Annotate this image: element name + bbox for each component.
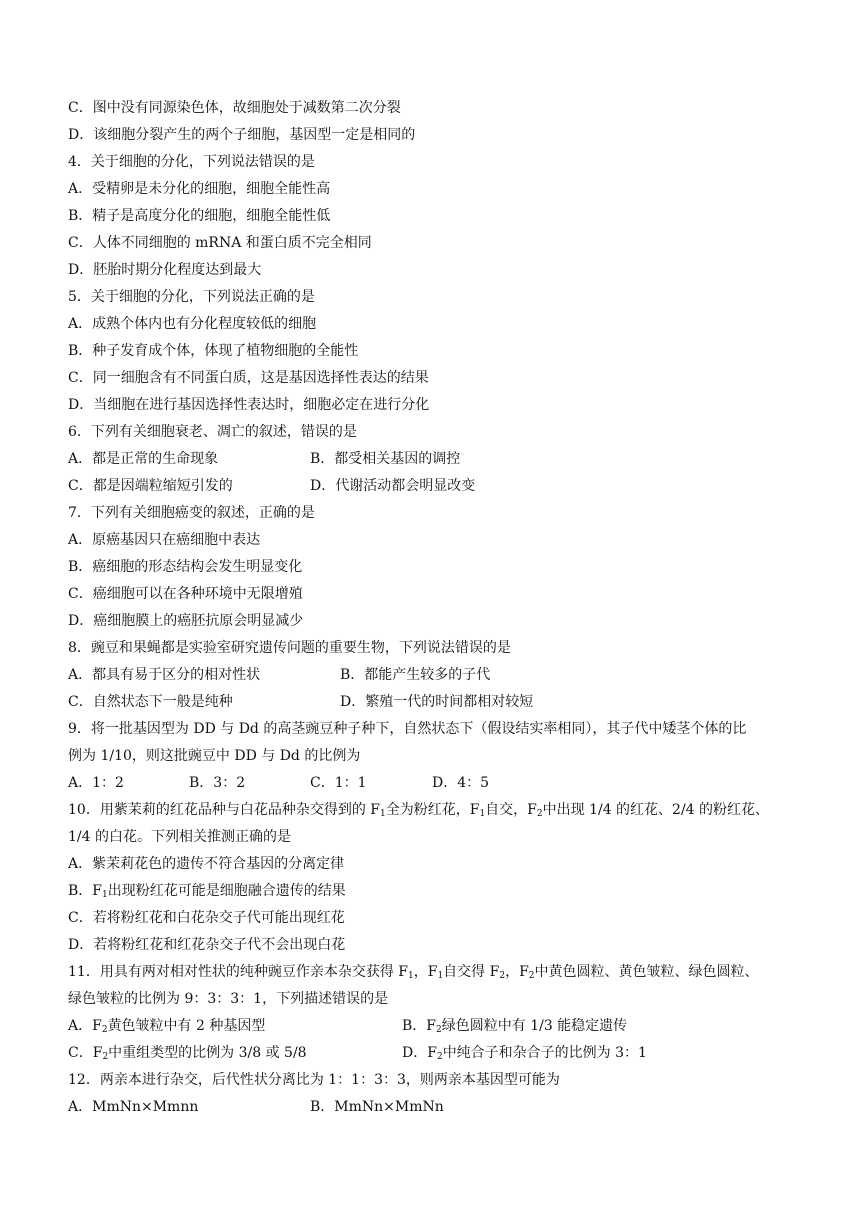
q7-option-b: B．癌细胞的形态结构会发生明显变化 [68, 559, 303, 575]
q7-option-d: D．癌细胞膜上的癌胚抗原会明显减少 [68, 613, 304, 629]
q11-stem-line-2: 绿色皱粒的比例为 9：3：3：1，下列描述错误的是 [68, 991, 389, 1007]
q5-option-d: D．当细胞在进行基因选择性表达时，细胞必定在进行分化 [68, 397, 430, 413]
q12-stem: 12．两亲本进行杂交，后代性状分离比为 1：1：3：3，则两亲本基因型可能为 [68, 1072, 560, 1088]
q12-options-row [68, 1094, 798, 1121]
q6-options-row-2 [68, 473, 798, 500]
q11-option-a: A．$F_2$黄色皱粒中有 2 种基因型 [68, 1018, 266, 1035]
exam-page [68, 95, 798, 1121]
q9-option-a: A．1：2 [68, 775, 124, 791]
q11-option-c: C．$F_2$中重组类型的比例为 3/8 或 5/8 [68, 1045, 307, 1062]
q7-stem: 7．下列有关细胞癌变的叙述，正确的是 [68, 505, 315, 521]
q7-option-c: C．癌细胞可以在各种环境中无限增殖 [68, 586, 303, 602]
q8-option-c: C．自然状态下一般是纯种 [68, 694, 233, 710]
q10-stem-line-2: 1/4 的白花。下列相关推测正确的是 [68, 829, 291, 845]
q8-option-a: A．都具有易于区分的相对性状 [68, 667, 261, 683]
q9-options-row [68, 770, 798, 797]
q12-option-b: B．MmNn×MmNn [310, 1099, 444, 1115]
q6-option-c: C．都是因端粒缩短引发的 [68, 478, 233, 494]
q11-options-row-1 [68, 1013, 798, 1040]
q8-options-row-2 [68, 689, 798, 716]
q4-stem: 4．关于细胞的分化，下列说法错误的是 [68, 154, 315, 170]
q5-option-a: A．成熟个体内也有分化程度较低的细胞 [68, 316, 317, 332]
q10-option-a: A．紫茉莉花色的遗传不符合基因的分离定律 [68, 856, 345, 872]
q12-option-a: A．MmNn×Mmnn [68, 1099, 199, 1115]
q3-option-d: D．该细胞分裂产生的两个子细胞，基因型一定是相同的 [68, 127, 416, 143]
q10-option-d: D．若将粉红花和红花杂交子代不会出现白花 [68, 937, 346, 953]
q8-stem: 8．豌豆和果蝇都是实验室研究遗传问题的重要生物，下列说法错误的是 [68, 640, 511, 656]
q9-stem-line-2: 例为 1/10，则这批豌豆中 DD 与 Dd 的比例为 [68, 748, 361, 764]
q5-option-b: B．种子发育成个体，体现了植物细胞的全能性 [68, 343, 359, 359]
q10-stem-line-1: 10．用紫茉莉的红花品种与白花品种杂交得到的 $F_1$全为粉红花，$F_1$自交，$F_2$中出现 1/4 的红花、2/4 的粉红花、 [68, 802, 770, 819]
q10-option-c: C．若将粉红花和白花杂交子代可能出现红花 [68, 910, 345, 926]
q9-option-c: C．1：1 [310, 775, 367, 791]
q5-option-c: C．同一细胞含有不同蛋白质，这是基因选择性表达的结果 [68, 370, 429, 386]
q6-option-a: A．都是正常的生命现象 [68, 451, 219, 467]
q9-option-b: B．3：2 [189, 775, 246, 791]
q6-option-d: D．代谢活动都会明显改变 [310, 478, 476, 494]
q4-option-d: D．胚胎时期分化程度达到最大 [68, 262, 262, 278]
q9-stem-line-1: 9．将一批基因型为 DD 与 Dd 的高茎豌豆种子种下，自然状态下（假设结实率相同），其子代中矮茎个体的比 [68, 721, 747, 737]
q8-option-b: B．都能产生较多的子代 [340, 667, 491, 683]
q9-option-d: D．4：5 [432, 775, 490, 791]
q6-options-row-1 [68, 446, 798, 473]
q6-option-b: B．都受相关基因的调控 [310, 451, 461, 467]
q4-option-c: C．人体不同细胞的 mRNA 和蛋白质不完全相同 [68, 235, 372, 251]
q4-option-a: A．受精卵是未分化的细胞，细胞全能性高 [68, 181, 331, 197]
q11-option-d: D．$F_2$中纯合子和杂合子的比例为 3：1 [402, 1045, 647, 1062]
q8-option-d: D．繁殖一代的时间都相对较短 [340, 694, 534, 710]
q3-option-c: C．图中没有同源染色体，故细胞处于减数第二次分裂 [68, 100, 401, 116]
q6-stem: 6．下列有关细胞衰老、凋亡的叙述，错误的是 [68, 424, 357, 440]
q5-stem: 5．关于细胞的分化，下列说法正确的是 [68, 289, 315, 305]
q4-option-b: B．精子是高度分化的细胞，细胞全能性低 [68, 208, 331, 224]
q11-options-row-2 [68, 1040, 798, 1067]
q11-option-b: B．$F_2$绿色圆粒中有 1/3 能稳定遗传 [402, 1018, 628, 1035]
q8-options-row-1 [68, 662, 798, 689]
q10-option-b: B．$F_1$出现粉红花可能是细胞融合遗传的结果 [68, 883, 346, 900]
q7-option-a: A．原癌基因只在癌细胞中表达 [68, 532, 261, 548]
q11-stem-line-1: 11．用具有两对相对性状的纯种豌豆作亲本杂交获得 $F_1$，$F_1$自交得 $F_2$，$F_2$中黄色圆粒、黄色皱粒、绿色圆粒、 [68, 964, 759, 981]
